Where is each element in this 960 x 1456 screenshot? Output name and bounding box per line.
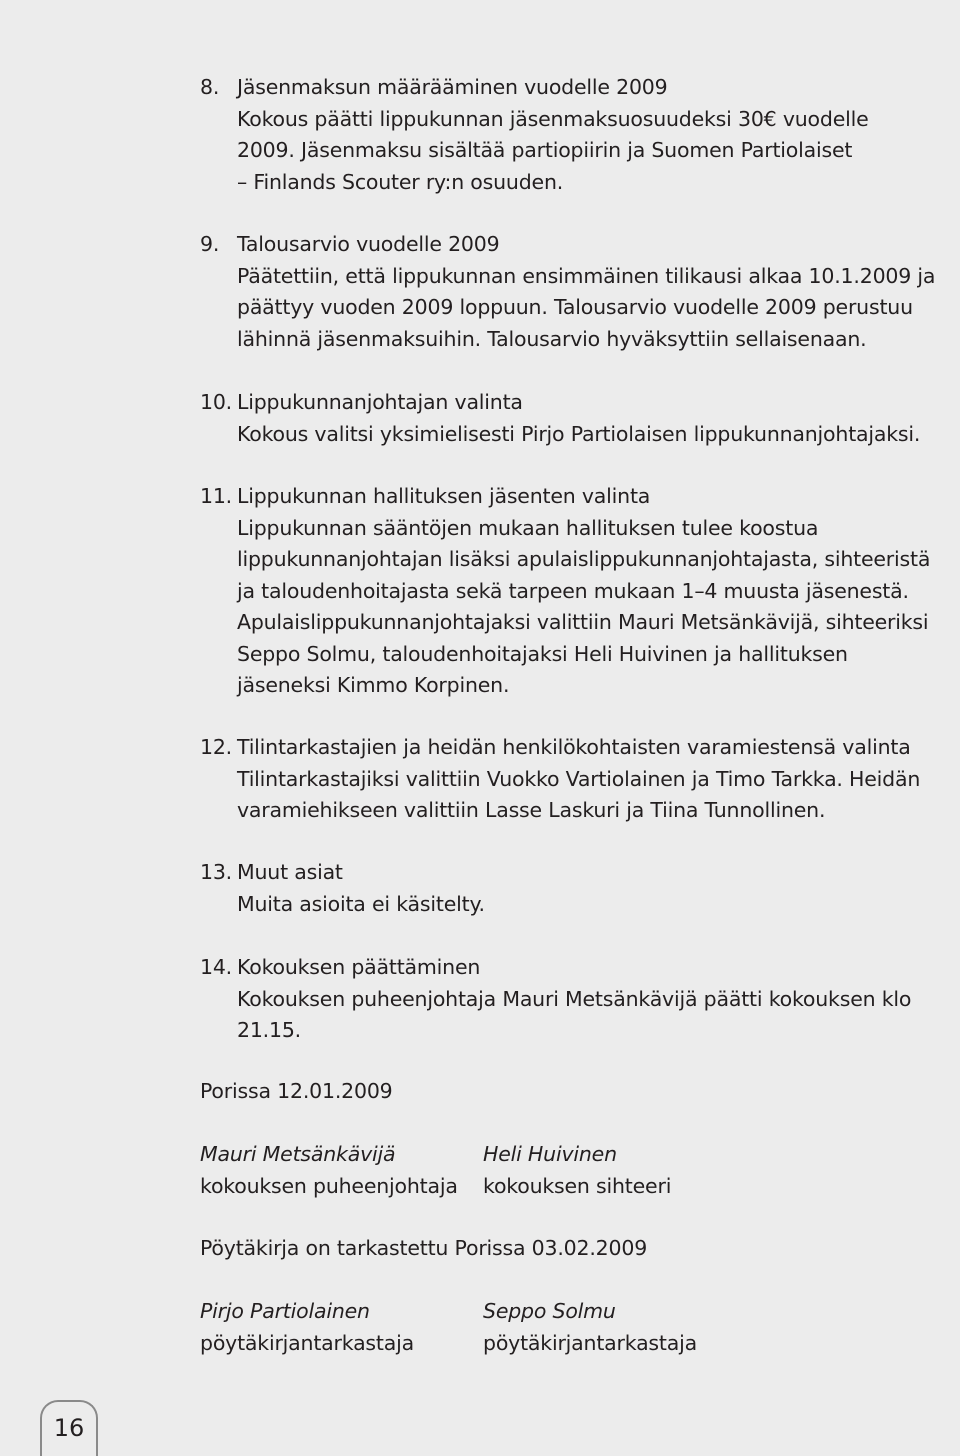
item-number: 8. bbox=[200, 75, 220, 99]
item-body-line: 21.15. bbox=[237, 1018, 302, 1042]
signature-role-inspector-1: pöytäkirjantarkastaja bbox=[200, 1331, 414, 1355]
signature-name-inspector-1: Pirjo Partiolainen bbox=[200, 1299, 370, 1323]
item-title: Lippukunnanjohtajan valinta bbox=[237, 390, 523, 414]
item-number: 13. bbox=[200, 860, 233, 884]
item-number: 14. bbox=[200, 955, 233, 979]
signature-role-chair: kokouksen puheenjohtaja bbox=[200, 1174, 458, 1198]
item-heading bbox=[200, 732, 940, 764]
item-title: Kokouksen päättäminen bbox=[237, 955, 481, 979]
item-heading bbox=[200, 857, 940, 889]
item-body-line: Seppo Solmu, taloudenhoitajaksi Heli Huivinen ja hallituksen bbox=[237, 641, 848, 666]
item-body-line: jäseneksi Kimmo Korpinen. bbox=[237, 673, 510, 697]
item-body-line: varamiehikseen valittiin Lasse Laskuri ja Tiina Tunnollinen. bbox=[237, 798, 826, 822]
item-body-line: Kokouksen puheenjohtaja Mauri Metsänkävijä päätti kokouksen klo bbox=[237, 986, 912, 1011]
minutes-item-10 bbox=[200, 387, 940, 450]
item-body-line: Apulaislippukunnanjohtajaksi valittiin Mauri Metsänkävijä, sihteeriksi bbox=[237, 610, 929, 634]
item-body-line: lippukunnanjohtajan lisäksi apulaislippukunnanjohtajasta, sihteeristä bbox=[237, 547, 931, 571]
item-body-line: Päätettiin, että lippukunnan ensimmäinen tilikausi alkaa 10.1.2009 ja bbox=[237, 263, 936, 288]
item-body-line: Lippukunnan sääntöjen mukaan hallituksen tulee koostua bbox=[237, 515, 819, 540]
item-body-line: Kokous päätti lippukunnan jäsenmaksuosuudeksi 30€ vuodelle bbox=[237, 106, 869, 131]
item-title: Jäsenmaksun määrääminen vuodelle 2009 bbox=[237, 75, 668, 99]
item-body-line: Tilintarkastajiksi valittiin Vuokko Vartiolainen ja Timo Tarkka. Heidän bbox=[237, 766, 921, 791]
minutes-item-11 bbox=[200, 481, 940, 702]
page-number-tab bbox=[40, 1400, 98, 1456]
item-body-line: – Finlands Scouter ry:n osuuden. bbox=[237, 169, 564, 194]
item-title: Talousarvio vuodelle 2009 bbox=[237, 232, 500, 256]
item-heading bbox=[200, 72, 940, 104]
item-number: 10. bbox=[200, 390, 233, 414]
checked-statement: Pöytäkirja on tarkastettu Porissa 03.02.2009 bbox=[200, 1236, 648, 1260]
item-heading bbox=[200, 229, 940, 261]
signature-name-secretary: Heli Huivinen bbox=[483, 1142, 617, 1166]
item-number: 9. bbox=[200, 232, 220, 256]
item-title: Tilintarkastajien ja heidän henkilökohtaisten varamiestensä valinta bbox=[237, 735, 911, 759]
signature-role-secretary: kokouksen sihteeri bbox=[483, 1174, 672, 1198]
item-heading bbox=[200, 952, 940, 984]
minutes-item-13 bbox=[200, 857, 940, 920]
item-heading bbox=[200, 387, 940, 419]
page-number: 16 bbox=[53, 1414, 85, 1442]
item-body-line: lähinnä jäsenmaksuihin. Talousarvio hyväksyttiin sellaisenaan. bbox=[237, 326, 867, 351]
item-number: 12. bbox=[200, 735, 233, 759]
item-heading bbox=[200, 481, 940, 513]
item-body-line: Kokous valitsi yksimielisesti Pirjo Partiolaisen lippukunnanjohtajaksi. bbox=[237, 421, 921, 446]
minutes-item-12 bbox=[200, 732, 940, 827]
signature-name-inspector-2: Seppo Solmu bbox=[483, 1299, 616, 1323]
signature-name-chair: Mauri Metsänkävijä bbox=[200, 1142, 396, 1166]
minutes-item-8 bbox=[200, 72, 940, 198]
place-date: Porissa 12.01.2009 bbox=[200, 1079, 393, 1103]
minutes-item-9 bbox=[200, 229, 940, 355]
signature-role-inspector-2: pöytäkirjantarkastaja bbox=[483, 1331, 697, 1355]
item-body-line: Muita asioita ei käsitelty. bbox=[237, 891, 485, 916]
item-body-line: ja taloudenhoitajasta sekä tarpeen mukaan 1–4 muusta jäsenestä. bbox=[237, 578, 909, 603]
item-body-line: 2009. Jäsenmaksu sisältää partiopiirin ja Suomen Partiolaiset bbox=[237, 138, 853, 162]
minutes-item-14 bbox=[200, 952, 940, 1047]
item-title: Lippukunnan hallituksen jäsenten valinta bbox=[237, 484, 651, 508]
item-number: 11. bbox=[200, 484, 233, 508]
item-title: Muut asiat bbox=[237, 860, 343, 884]
item-body-line: päättyy vuoden 2009 loppuun. Talousarvio vuodelle 2009 perustuu bbox=[237, 295, 913, 319]
